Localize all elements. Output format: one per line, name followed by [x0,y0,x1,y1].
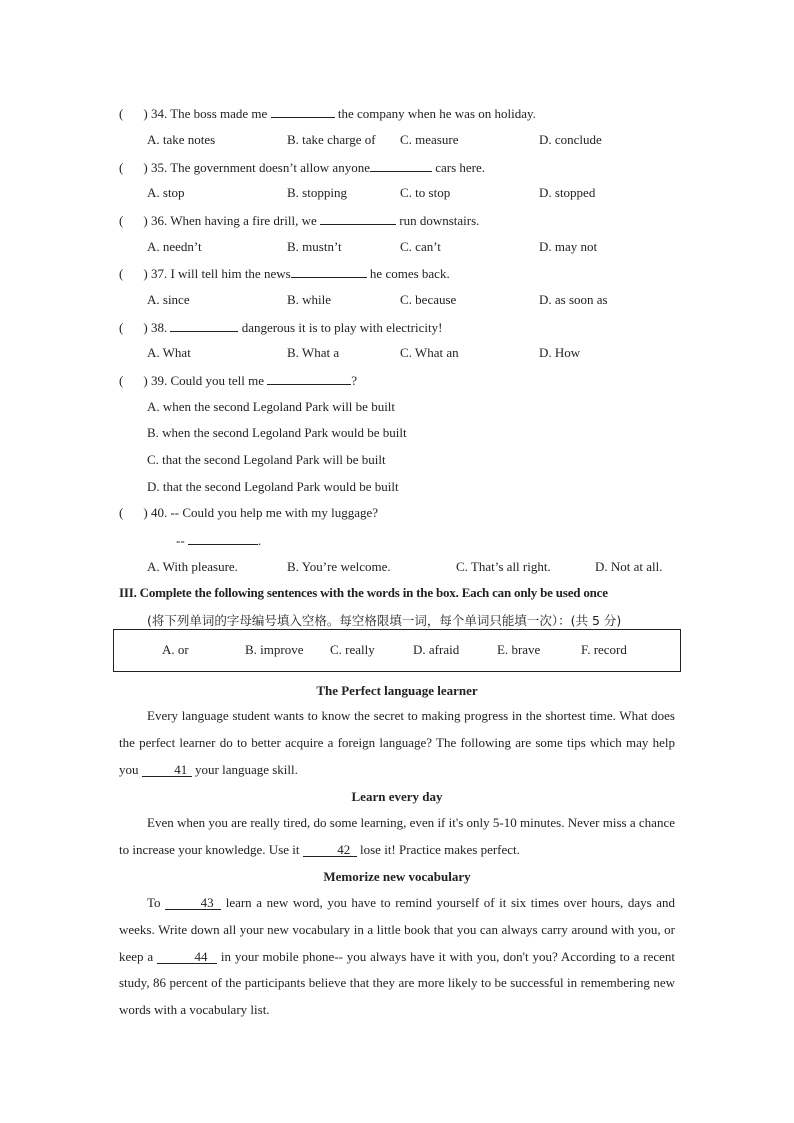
word-box-item: D. afraid [413,642,460,657]
option-b: B. What a [287,345,340,360]
passage-paragraph-1 [119,703,675,783]
question-40-reply [176,532,261,549]
option-a: A. With pleasure. [147,559,238,574]
question-stem-end: dangerous it is to play with electricity! [241,320,443,335]
question-stem: I will tell him the news [170,266,291,281]
question-number: 38. [150,320,168,335]
paragraph-text: in your mobile phone-- you always have it with you, don't you? According to a recent study, 86 percent of the participants believe that they are more likely to be successful in remembering new words with a vocabulary list. [119,948,675,1018]
blank-line [370,159,432,172]
option-a: A. take notes [147,132,216,147]
question-stem-end: ? [351,373,357,388]
option-d: D. conclude [539,132,602,147]
question-38 [119,319,442,336]
question-39 [119,372,357,389]
answer-paren-close: ) [143,320,148,335]
option-d: D. that the second Legoland Park would be built [147,479,399,494]
section-heading: III. Complete the following sentences with the words in the box. Each can only be used once [119,585,608,600]
passage-subheading: Learn every day [351,789,443,804]
paragraph-text: Every language student wants to know the secret to making progress in the shortest time. What does the perfect learner do to better acquire a foreign language? The following are some tips which may help you [119,708,675,777]
option-a: A. What [147,345,191,360]
answer-paren-close: ) [143,373,148,388]
question-stem-end: the company when he was on holiday. [337,106,536,121]
passage-title: The Perfect language learner [316,683,478,698]
answer-paren-close: ) [143,213,148,228]
question-stem: Could you tell me [170,373,264,388]
option-d: D. Not at all. [595,559,663,574]
word-box-item: E. brave [497,642,541,657]
question-stem: When having a fire drill, we [170,213,317,228]
option-c: C. to stop [400,185,451,200]
word-box-item: B. improve [245,642,304,657]
passage-paragraph-3 [119,890,675,1024]
answer-paren-open: ( [119,160,124,175]
blank-42: 42 [303,843,357,857]
option-d: D. may not [539,239,598,254]
word-box [113,629,681,672]
question-37 [119,265,450,282]
answer-paren-open: ( [119,266,124,281]
paragraph-text: your language skill. [195,761,298,777]
option-c: C. that the second Legoland Park will be built [147,452,386,467]
word-box-item: C. really [330,642,375,657]
option-d: D. as soon as [539,292,608,307]
question-stem-end: cars here. [435,160,486,175]
blank-line [271,105,335,118]
blank-line [267,372,351,385]
paragraph-text: lose it! Practice makes perfect. [360,841,520,857]
answer-paren-close: ) [143,106,148,121]
question-number: 40. [150,505,168,520]
blank-43: 43 [165,896,221,910]
answer-paren-open: ( [119,320,124,335]
paragraph-text: learn a new word, you have to remind yourself of it six times over hours, days and weeks. Write down all your new vocabulary in a little book that you can always carry around with you, or keep a [119,895,676,964]
blank-44: 44 [157,950,217,964]
question-number: 34. [150,106,168,121]
word-box-item: A. or [162,642,189,657]
question-35 [119,159,485,176]
option-b: B. stopping [287,185,347,200]
blank-line [291,265,367,278]
question-number: 39. [150,373,168,388]
option-c: C. What an [400,345,459,360]
word-box-item: F. record [581,642,627,657]
answer-paren-open: ( [119,505,124,520]
section-instruction: (将下列单词的字母编号填入空格。每空格限填一词，每个单词只能填一次）：(共 5 分) [147,613,622,628]
question-number: 37. [150,266,168,281]
option-c: C. because [400,292,457,307]
option-c: C. That’s all right. [456,559,551,574]
option-b: B. You’re welcome. [287,559,391,574]
blank-41: 41 [142,763,192,777]
question-34 [119,105,536,122]
reply-dashes: -- [176,533,185,548]
option-a: A. stop [147,185,185,200]
reply-period: . [257,533,262,548]
question-40 [119,505,378,521]
passage-subheading: Memorize new vocabulary [323,869,471,884]
question-number: 35. [150,160,168,175]
option-a: A. since [147,292,190,307]
option-a: A. when the second Legoland Park will be built [147,399,396,414]
option-c: C. measure [400,132,459,147]
answer-paren-open: ( [119,213,124,228]
answer-paren-open: ( [119,106,124,121]
option-d: D. stopped [539,185,596,200]
answer-paren-close: ) [143,505,148,520]
answer-paren-open: ( [119,373,124,388]
answer-paren-close: ) [143,266,148,281]
option-b: B. mustn’t [287,239,342,254]
question-36 [119,212,479,229]
option-b: B. while [287,292,332,307]
question-stem-end: he comes back. [369,266,450,281]
blank-line [188,532,258,545]
paragraph-text: Even when you are really tired, do some learning, even if it's only 5-10 minutes. Never miss a chance to increase your knowledge. Use it [119,815,675,857]
question-stem: The boss made me [170,106,268,121]
passage-paragraph-2 [119,810,675,864]
paragraph-text: To [147,895,161,910]
blank-line [170,319,238,332]
question-stem-end: run downstairs. [399,213,480,228]
option-d: D. How [539,345,581,360]
question-stem: -- Could you help me with my luggage? [170,505,379,520]
option-b: B. take charge of [287,132,376,147]
answer-paren-close: ) [143,160,148,175]
question-number: 36. [150,213,168,228]
option-a: A. needn’t [147,239,202,254]
question-stem: The government doesn’t allow anyone [170,160,370,175]
blank-line [320,212,396,225]
option-c: C. can’t [400,239,441,254]
option-b: B. when the second Legoland Park would be built [147,425,407,440]
